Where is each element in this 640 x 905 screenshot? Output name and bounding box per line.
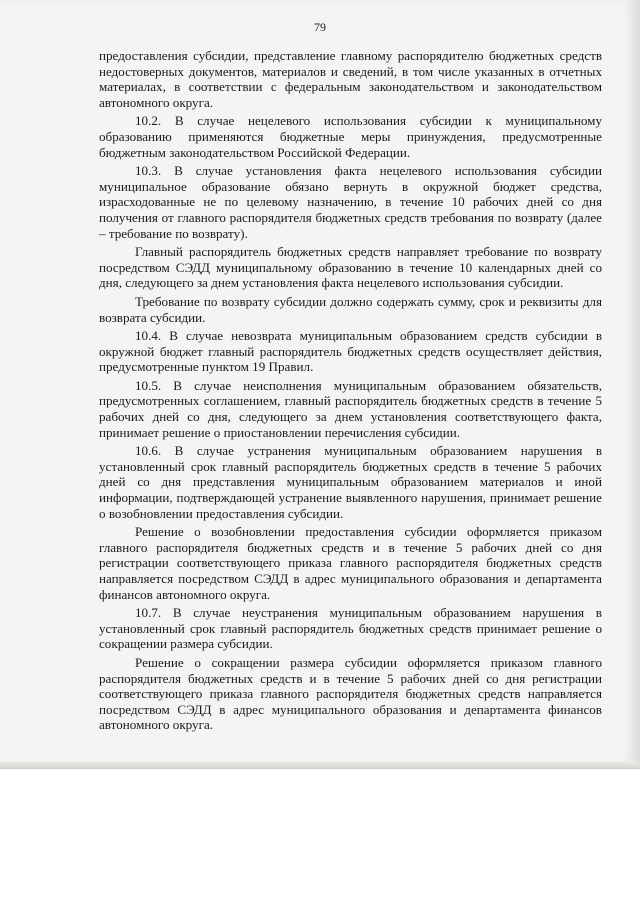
paragraph-10-2: 10.2. В случае нецелевого использования субсидии к муниципальному образованию применяются бюджетные меры принуждения, предусмотренные бюджетным законодательством Российской Федерации. xyxy=(99,113,602,160)
paragraph-10-6: 10.6. В случае устранения муниципальным образованием нарушения в установленный срок главный распорядитель бюджетных средств в течение 5 рабочих дней со дня представления муниципальным образованием материалов и иной информации, подтверждающей устранение выявленного нарушения, принимает решение о возобновлении предоставления субсидии. xyxy=(99,443,602,521)
page-number: 79 xyxy=(314,20,326,34)
paragraph-reduction-decision: Решение о сокращении размера субсидии оформляется приказом главного распорядителя бюджетных средств и в течение 5 рабочих дней со дня регистрации соответствующего приказа главного распорядителя бюджетных средств направляется посредством СЭДД в адрес муниципального образования и департамента финансов автономного округа. xyxy=(99,654,602,733)
paragraph-10-7: 10.7. В случае неустранения муниципальным образованием нарушения в установленный срок главный распорядитель бюджетных средств принимает решение о сокращении размера субсидии. xyxy=(99,605,602,652)
paragraph-return-requirement-sending: Главный распорядитель бюджетных средств направляет требование по возврату посредством СЭДД муниципальному образованию в течение 10 календарных дней со дня, следующего за днем установления факта нецелевого использования субсидии. xyxy=(99,244,602,291)
paragraph-10-3: 10.3. В случае установления факта нецелевого использования субсидии муниципальное образование обязано вернуть в окружной бюджет средства, израсходованные не по целевому назначению, в течение 10 рабочих дней со дня получения от главного распорядителя бюджетных средств требования по возврату (далее – требование по возврату). xyxy=(99,163,602,241)
paragraph-resumption-decision: Решение о возобновлении предоставления субсидии оформляется приказом главного распорядителя бюджетных средств и в течение 5 рабочих дней со дня регистрации соответствующего приказа главного распорядителя бюджетных средств направляется посредством СЭДД в адрес муниципального образования и департамента финансов автономного округа. xyxy=(99,524,602,602)
paragraph-10-4: 10.4. В случае невозврата муниципальным образованием средств субсидии в окружной бюджет главный распорядитель бюджетных средств осуществляет действия, предусмотренные пунктом 19 Правил. xyxy=(99,328,602,375)
paragraph-continuation: предоставления субсидии, представление главному распорядителю бюджетных средств недостоверных документов, материалов и сведений, в том числе указанных в отчетных материалах, в соответствии с федеральным законодательством и законодательством автономного округа. xyxy=(99,48,602,110)
paragraph-10-5: 10.5. В случае неисполнения муниципальным образованием обязательств, предусмотренных соглашением, главный распорядитель бюджетных средств в течение 5 рабочих дней со дня, следующего за днем установления соответствующего факта, принимает решение о приостановлении перечисления субсидии. xyxy=(99,377,602,440)
scan-bottom-edge xyxy=(0,762,640,768)
document-body xyxy=(99,48,602,736)
paragraph-return-requirement-content: Требование по возврату субсидии должно содержать сумму, срок и реквизиты для возврата субсидии. xyxy=(99,293,602,325)
